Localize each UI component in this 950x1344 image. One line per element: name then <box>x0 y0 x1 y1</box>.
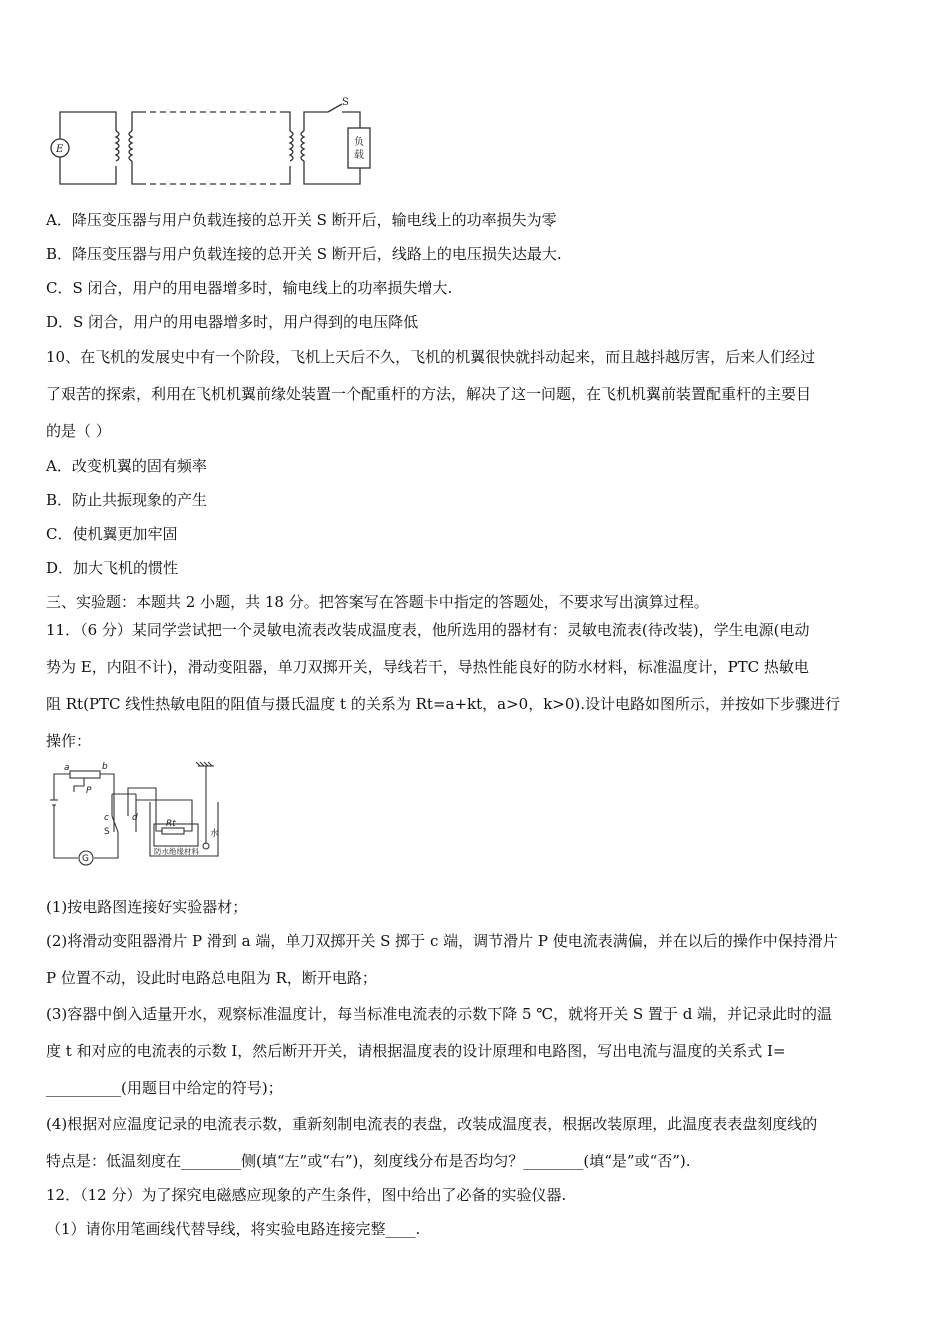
waterproof-material <box>154 824 198 846</box>
q12-sub1: （1）请你用笔画线代替导线，将实验电路连接完整____. <box>46 1220 421 1238</box>
label-s: S <box>104 827 110 837</box>
q10-option-c: C．使机翼更加牢固 <box>46 525 178 543</box>
q10-stem-line2: 了艰苦的探索，利用在飞机机翼前缘处装置一个配重杆的方法，解决了这一问题，在飞机机翼前装置配重杆的主要目 <box>46 385 812 403</box>
q12-stem: 12．（12 分）为了探究电磁感应现象的产生条件，图中给出了必备的实验仪器. <box>46 1186 567 1204</box>
q10-option-d: D．加大飞机的惯性 <box>46 559 179 577</box>
q11-step3-line2: 度 t 和对应的电流表的示数 I，然后断开开关，请根据温度表的设计原理和电路图，写出电流与温度的关系式 I= <box>46 1042 786 1060</box>
q11-stem-line2: 势为 E，内阻不计)，滑动变阻器，单刀双掷开关，导线若干，导热性能良好的防水材料，标准温度计，PTC 热敏电 <box>46 658 809 676</box>
switch-s <box>112 816 118 832</box>
transmission-circuit-figure <box>46 96 386 192</box>
label-material: 防水绝缘材料 <box>154 847 199 856</box>
q11-step2-line2: P 位置不动，设此时电路总电阻为 R，断开电路； <box>46 969 377 987</box>
q11-step4-line1: (4)根据对应温度记录的电流表示数，重新刻制电流表的表盘，改装成温度表，根据改装原理，此温度表表盘刻度线的 <box>46 1115 818 1133</box>
q11-step1: (1)按电路图连接好实验器材； <box>46 898 248 916</box>
q11-step4-line2: 特点是：低温刻度在________侧(填“左”或“右”)，刻度线分布是否均匀？________(填“是”或“否”). <box>46 1152 691 1170</box>
q9-option-b: B．降压变压器与用户负载连接的总开关 S 断开后，线路上的电压损失达最大. <box>46 245 562 263</box>
label-water: 水 <box>210 829 220 839</box>
q9-option-c: C．S 闭合，用户的用电器增多时，输电线上的功率损失增大. <box>46 279 453 297</box>
label-p: P <box>86 786 92 796</box>
source-label: E <box>56 144 64 155</box>
thermometer-circuit-figure <box>46 760 226 868</box>
q9-option-d: D．S 闭合，用户的用电器增多时，用户得到的电压降低 <box>46 313 419 331</box>
q10-stem-line1: 10、在飞机的发展史中有一个阶段，飞机上天后不久，飞机的机翼很快就抖动起来，而且越抖越厉害，后来人们经过 <box>46 348 816 366</box>
load-label-bottom: 载 <box>354 150 364 161</box>
section-3-heading: 三、实验题：本题共 2 小题，共 18 分。把答案写在答题卡中指定的答题处，不要求写出演算过程。 <box>46 593 709 611</box>
label-a: a <box>64 763 70 773</box>
q9-option-a: A．降压变压器与用户负载连接的总开关 S 断开后，输电线上的功率损失为零 <box>46 211 557 229</box>
q10-option-b: B．防止共振现象的产生 <box>46 491 208 509</box>
switch-s <box>328 104 342 112</box>
q11-step3-line1: (3)容器中倒入适量开水，观察标准温度计，每当标准电流表的示数下降 5 ℃，就将开关 S 置于 d 端，并记录此时的温 <box>46 1005 833 1023</box>
load-box <box>348 128 370 168</box>
label-rt: Rt <box>166 819 176 829</box>
q10-stem-line3: 的是（ ） <box>46 422 111 440</box>
load-label-top: 负 <box>354 137 364 148</box>
q11-stem-line1: 11．（6 分）某同学尝试把一个灵敏电流表改装成温度表，他所选用的器材有：灵敏电流表(待改装)，学生电源(电动 <box>46 621 810 639</box>
label-d: d <box>132 813 138 823</box>
q10-option-a: A．改变机翼的固有频率 <box>46 457 207 475</box>
label-g: G <box>82 854 89 864</box>
q11-step2-line1: (2)将滑动变阻器滑片 P 滑到 a 端，单刀双掷开关 S 掷于 c 端，调节滑片 P 使电流表满偏，并在以后的操作中保持滑片 <box>46 932 838 950</box>
label-b: b <box>102 762 108 772</box>
q11-step3-line3: __________(用题目中给定的符号)； <box>46 1079 283 1097</box>
q11-stem-line3: 阻 Rt(PTC 线性热敏电阻的阻值与摄氏温度 t 的关系为 Rt=a+kt，a>0，k>0).设计电路如图所示，并按如下步骤进行 <box>46 695 841 713</box>
rheostat <box>70 771 100 778</box>
label-c: c <box>104 813 109 823</box>
switch-label: S <box>342 97 349 108</box>
q11-stem-line4: 操作： <box>46 732 92 750</box>
